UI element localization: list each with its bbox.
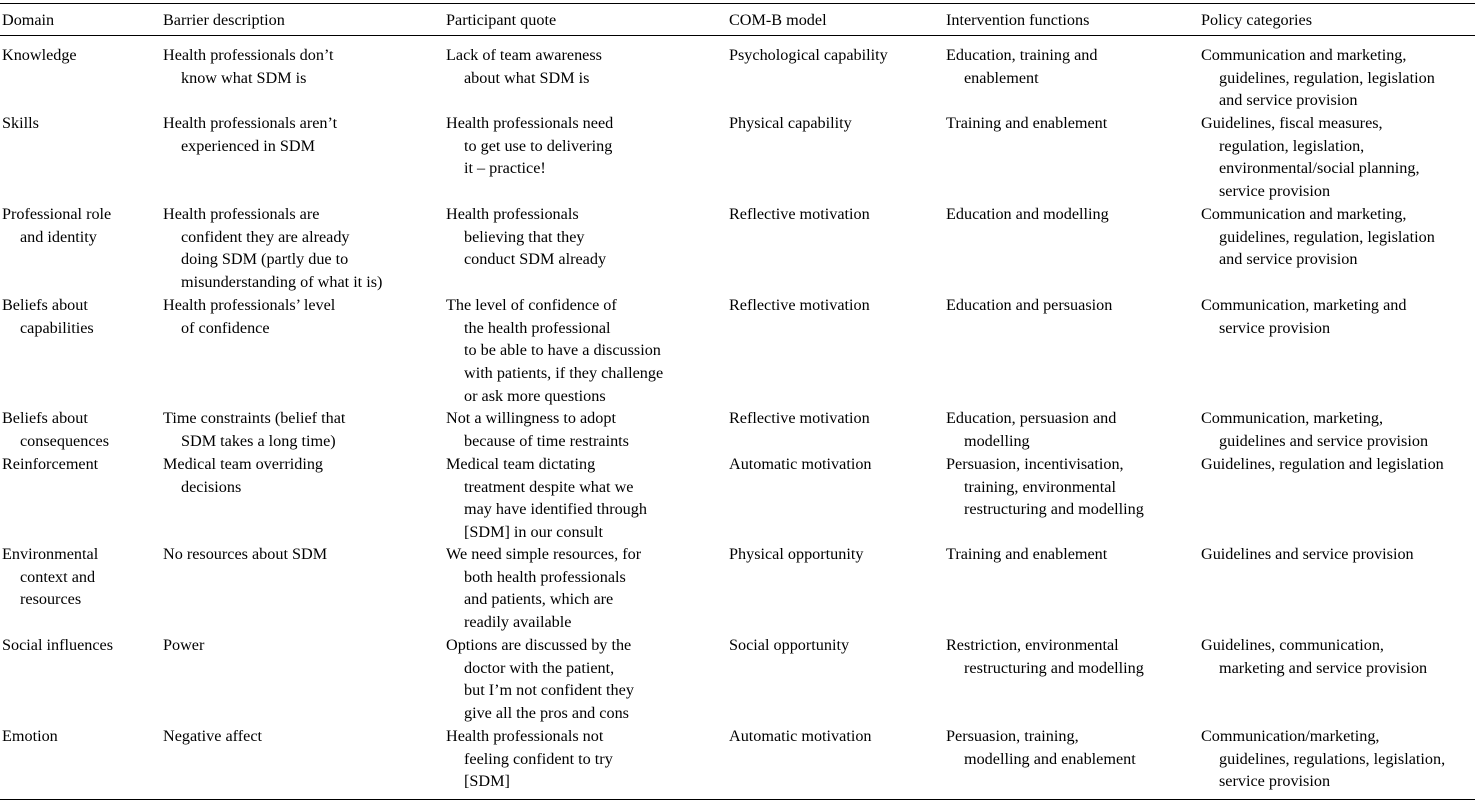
cell-line: Skills [2,114,39,132]
cell-line: No resources about SDM [163,545,328,563]
cell-line: We need simple resources, for [446,545,642,563]
table-top-rule [0,3,1475,4]
cell-line: Knowledge [2,46,77,64]
cell-line: Guidelines, communication, [1201,636,1384,654]
cell-intervention-functions [946,725,1136,770]
cell-line: with patients, if they challenge [464,364,664,383]
cell-line: Professional role [2,205,112,223]
cell-line: Health professionals aren’t [163,114,338,132]
cell-line: [SDM] in our consult [464,523,603,542]
cell-line: Persuasion, incentivisation, [946,455,1124,473]
cell-barrier-description [163,634,204,657]
cell-line: Education and persuasion [946,296,1113,314]
cell-domain [2,725,58,748]
cell-line: training, environmental [964,477,1116,496]
cell-line: Reflective motivation [729,205,870,223]
cell-line: enablement [964,68,1039,87]
cell-line: Beliefs about [2,296,88,314]
table-bottom-rule [0,799,1475,800]
header-intervention-functions: Intervention functions [946,11,1090,29]
cell-line: Health professionals don’t [163,46,334,64]
cell-barrier-description [163,453,323,498]
cell-line: misunderstanding of what it is) [181,273,383,292]
cell-line: Communication/marketing, [1201,727,1380,745]
cell-com-b-model [729,407,870,430]
cell-line: Lack of team awareness [446,46,602,64]
cell-line: restructuring and modelling [964,500,1144,519]
cell-line: believing that they [464,227,585,246]
cell-participant-quote [446,407,629,452]
cell-line: guidelines, regulations, legislation, [1219,749,1446,768]
cell-line: both health professionals [464,567,626,586]
cell-line: Reinforcement [2,455,99,473]
cell-line: and service provision [1219,91,1358,110]
cell-line: readily available [464,613,572,632]
cell-barrier-description [163,543,327,566]
cell-line: Communication, marketing, [1201,409,1384,427]
cell-com-b-model [729,44,888,67]
cell-line: conduct SDM already [464,250,607,269]
cell-line: Not a willingness to adopt [446,409,616,427]
cell-intervention-functions [946,294,1112,317]
cell-line: know what SDM is [181,68,307,87]
cell-line: it – practice! [464,159,546,178]
cell-line: Communication and marketing, [1201,205,1407,223]
cell-line: of confidence [181,318,270,337]
cell-line: Physical opportunity [729,545,864,563]
cell-line: marketing and service provision [1219,658,1428,677]
cell-line: Guidelines, fiscal measures, [1201,114,1383,132]
cell-line: Time constraints (belief that [163,409,346,427]
cell-line: Health professionals not [446,727,604,745]
cell-intervention-functions [946,203,1109,226]
cell-intervention-functions [946,634,1144,679]
cell-intervention-functions [946,407,1116,452]
cell-com-b-model [729,453,872,476]
cell-com-b-model [729,294,870,317]
cell-com-b-model [729,543,863,566]
cell-line: Emotion [2,727,58,745]
cell-line: Beliefs about [2,409,88,427]
cell-line: give all the pros and cons [464,704,629,723]
cell-barrier-description [163,44,334,89]
cell-line: Social influences [2,636,114,654]
cell-line: guidelines, regulation, legislation [1219,68,1435,87]
cell-domain [2,294,94,339]
cell-domain [2,453,98,476]
cell-line: Education and modelling [946,205,1109,223]
cell-participant-quote [446,725,613,793]
cell-line: to get use to delivering [464,136,613,155]
cell-intervention-functions [946,453,1144,521]
cell-intervention-functions [946,44,1098,89]
cell-line: Medical team dictating [446,455,596,473]
cell-line: Guidelines and service provision [1201,545,1414,563]
cell-policy-categories [1201,453,1444,476]
cell-line: environmental/social planning, [1219,159,1420,178]
cell-com-b-model [729,112,852,135]
header-rule [0,35,1475,36]
cell-line: Negative affect [163,727,263,745]
cell-line: capabilities [20,318,94,337]
cell-line: Automatic motivation [729,727,872,745]
cell-domain [2,543,98,611]
header-com-b-model: COM-B model [729,11,827,29]
cell-line: service provision [1219,772,1331,791]
cell-domain [2,407,109,452]
cell-participant-quote [446,112,613,180]
cell-line: SDM takes a long time) [181,431,336,450]
cell-domain [2,44,77,67]
cell-line: about what SDM is [464,68,590,87]
cell-domain [2,112,39,135]
header-barrier-description: Barrier description [163,11,285,29]
cell-domain [2,634,113,657]
cell-intervention-functions [946,112,1107,135]
cell-line: Options are discussed by the [446,636,632,654]
header-policy-categories: Policy categories [1201,11,1313,29]
cell-line: feeling confident to try [464,749,613,768]
cell-line: Health professionals’ level [163,296,336,314]
cell-line: but I’m not confident they [464,681,634,700]
cell-line: Reflective motivation [729,296,870,314]
cell-line: Psychological capability [729,46,888,64]
cell-line: Training and enablement [946,114,1108,132]
cell-participant-quote [446,44,602,89]
cell-line: service provision [1219,318,1331,337]
cell-line: Guidelines, regulation and legislation [1201,455,1444,473]
cell-line: doctor with the patient, [464,658,615,677]
cell-line: Reflective motivation [729,409,870,427]
cell-line: doing SDM (partly due to [181,250,349,269]
cell-line: and patients, which are [464,590,614,609]
cell-participant-quote [446,543,641,634]
cell-line: service provision [1219,182,1331,201]
cell-policy-categories [1201,294,1406,339]
cell-line: Social opportunity [729,636,850,654]
cell-line: confident they are already [181,227,350,246]
cell-line: Physical capability [729,114,852,132]
cell-barrier-description [163,294,335,339]
cell-line: [SDM] [464,772,510,791]
cell-line: experienced in SDM [181,136,315,155]
cell-policy-categories [1201,44,1435,112]
cell-line: The level of confidence of [446,296,617,314]
cell-policy-categories [1201,407,1428,452]
cell-line: Communication and marketing, [1201,46,1407,64]
cell-line: the health professional [464,318,611,337]
cell-line: resources [20,590,82,609]
cell-line: Education, persuasion and [946,409,1117,427]
cell-line: treatment despite what we [464,477,634,496]
cell-line: because of time restraints [464,431,629,450]
cell-barrier-description [163,725,262,748]
cell-policy-categories [1201,725,1445,793]
cell-policy-categories [1201,203,1435,271]
cell-line: context and [20,567,96,586]
cell-line: Persuasion, training, [946,727,1079,745]
cell-policy-categories [1201,634,1427,679]
cell-intervention-functions [946,543,1107,566]
cell-line: or ask more questions [464,386,606,405]
cell-policy-categories [1201,543,1414,566]
cell-barrier-description [163,407,345,452]
cell-policy-categories [1201,112,1420,203]
cell-line: decisions [181,477,242,496]
cell-com-b-model [729,203,870,226]
cell-line: and service provision [1219,250,1358,269]
cell-line: guidelines and service provision [1219,431,1429,450]
cell-line: consequences [20,431,109,450]
cell-participant-quote [446,453,647,544]
cell-line: guidelines, regulation, legislation [1219,227,1435,246]
header-participant-quote: Participant quote [446,11,557,29]
cell-participant-quote [446,634,634,725]
cell-line: Health professionals are [163,205,320,223]
cell-barrier-description [163,112,337,157]
cell-participant-quote [446,203,606,271]
cell-line: restructuring and modelling [964,658,1144,677]
header-domain: Domain [2,11,55,29]
cell-line: Training and enablement [946,545,1108,563]
cell-line: Environmental [2,545,99,563]
cell-com-b-model [729,634,849,657]
cell-line: Restriction, environmental [946,636,1119,654]
cell-line: Communication, marketing and [1201,296,1407,314]
cell-domain [2,203,111,248]
cell-participant-quote [446,294,663,407]
cell-line: may have identified through [464,500,647,519]
cell-line: Automatic motivation [729,455,872,473]
cell-line: Medical team overriding [163,455,324,473]
cell-line: Health professionals [446,205,579,223]
cell-line: Health professionals need [446,114,614,132]
cell-line: modelling [964,431,1030,450]
cell-line: modelling and enablement [964,749,1136,768]
cell-line: Education, training and [946,46,1098,64]
cell-line: to be able to have a discussion [464,341,661,360]
cell-line: regulation, legislation, [1219,136,1365,155]
cell-com-b-model [729,725,872,748]
cell-line: Power [163,636,205,654]
cell-barrier-description [163,203,382,294]
cell-line: and identity [20,227,97,246]
